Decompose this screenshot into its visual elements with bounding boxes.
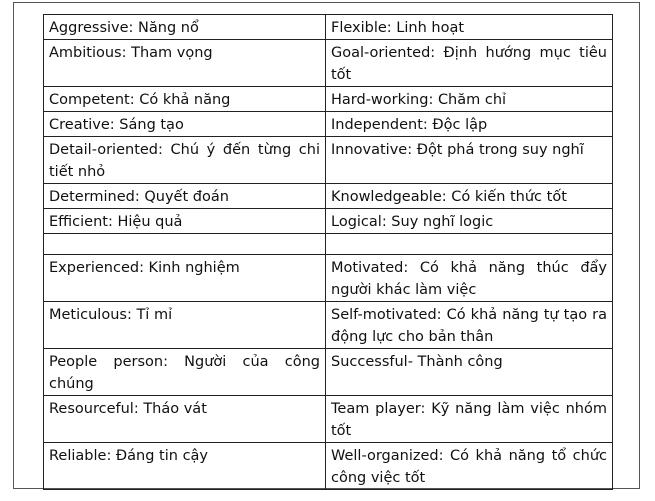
- table-cell-term: Logical: Suy nghĩ logic: [326, 209, 613, 234]
- table-row: [44, 349, 613, 396]
- table-cell-term: Competent: Có khả năng: [44, 87, 326, 112]
- table-cell-term: People person: Người của công chúng: [44, 349, 326, 396]
- table-cell-term: Goal-oriented: Định hướng mục tiêu tốt: [326, 40, 613, 87]
- table-cell-term: Independent: Độc lập: [326, 112, 613, 137]
- table-cell-term: Experienced: Kinh nghiệm: [44, 255, 326, 302]
- table-row: [44, 15, 613, 40]
- table-cell-term: Ambitious: Tham vọng: [44, 40, 326, 87]
- table-cell-empty: [44, 234, 326, 255]
- table-cell-term: Successful- Thành công: [326, 349, 613, 396]
- table-row: [44, 184, 613, 209]
- table-row-empty: [44, 234, 613, 255]
- table-cell-term: Reliable: Đáng tin cậy: [44, 443, 326, 490]
- table-row: [44, 137, 613, 184]
- table-cell-term: Self-motivated: Có khả năng tự tạo ra động lực cho bản thân: [326, 302, 613, 349]
- table-row: [44, 255, 613, 302]
- table-cell-term: Innovative: Đột phá trong suy nghĩ: [326, 137, 613, 184]
- table-row: [44, 112, 613, 137]
- table-cell-term: Creative: Sáng tạo: [44, 112, 326, 137]
- table-cell-term: Flexible: Linh hoạt: [326, 15, 613, 40]
- table-cell-term: Determined: Quyết đoán: [44, 184, 326, 209]
- table-cell-term: Well-organized: Có khả năng tổ chức công việc tốt: [326, 443, 613, 490]
- table-row: [44, 87, 613, 112]
- table-row: [44, 443, 613, 490]
- table-cell-term: Knowledgeable: Có kiến thức tốt: [326, 184, 613, 209]
- table-cell-term: Motivated: Có khả năng thúc đẩy người khác làm việc: [326, 255, 613, 302]
- table-cell-term: Team player: Kỹ năng làm việc nhóm tốt: [326, 396, 613, 443]
- table-cell-term: Meticulous: Tỉ mỉ: [44, 302, 326, 349]
- table-cell-term: Aggressive: Năng nổ: [44, 15, 326, 40]
- vocabulary-table: [43, 14, 613, 490]
- table-row: [44, 302, 613, 349]
- table-cell-term: Resourceful: Tháo vát: [44, 396, 326, 443]
- table-row: [44, 396, 613, 443]
- table-cell-term: Hard-working: Chăm chỉ: [326, 87, 613, 112]
- table-row: [44, 209, 613, 234]
- table-cell-empty: [326, 234, 613, 255]
- table-cell-term: Detail-oriented: Chú ý đến từng chi tiết nhỏ: [44, 137, 326, 184]
- table-row: [44, 40, 613, 87]
- table-cell-term: Efficient: Hiệu quả: [44, 209, 326, 234]
